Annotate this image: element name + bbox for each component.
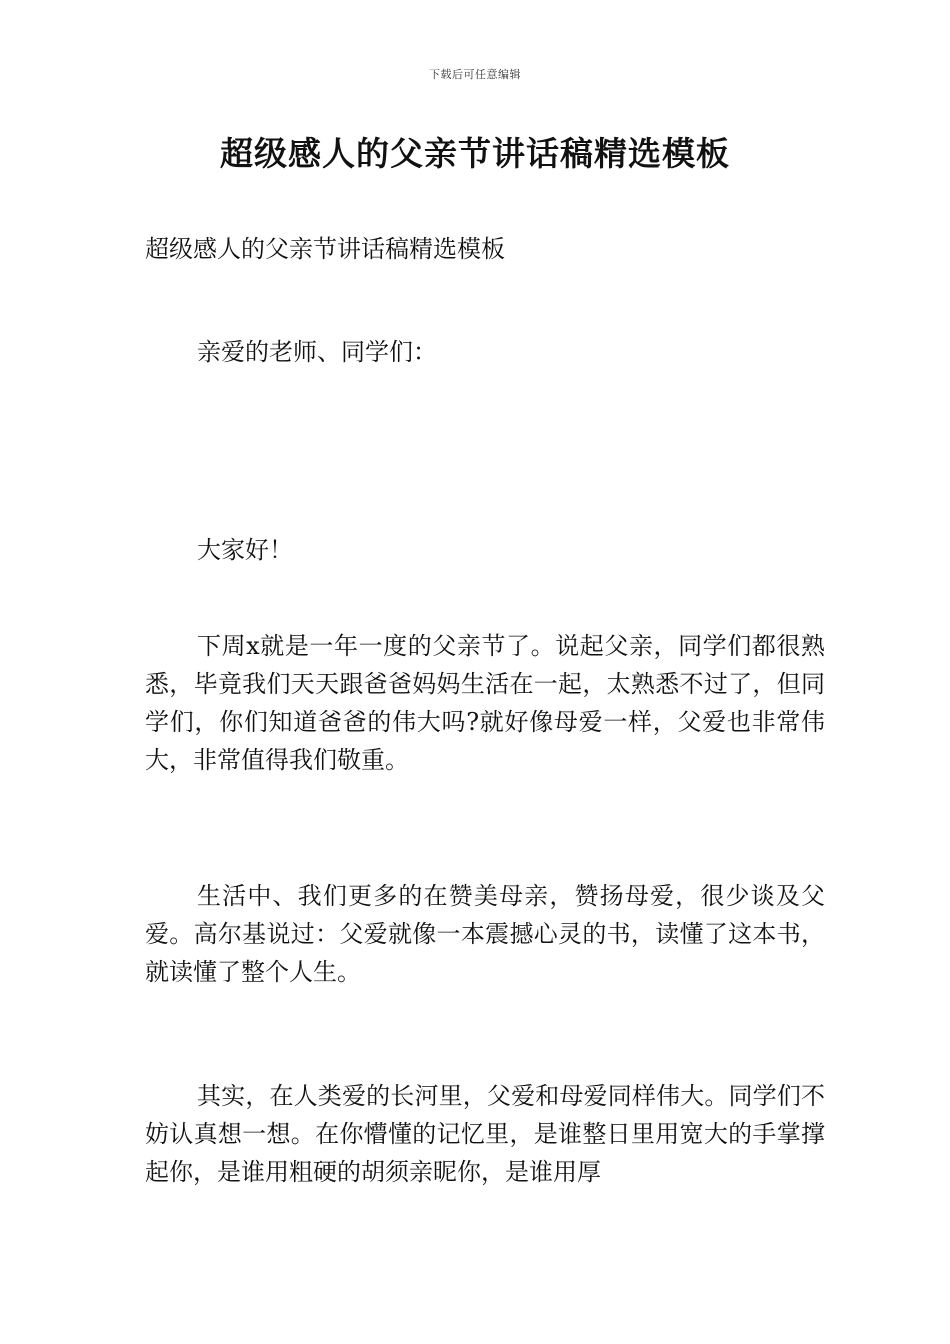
document-subtitle: 超级感人的父亲节讲话稿精选模板	[145, 235, 505, 263]
paragraph-1: 下周x就是一年一度的父亲节了。说起父亲，同学们都很熟悉，毕竟我们天天跟爸爸妈妈生活在一起，太熟悉不过了，但同学们，你们知道爸爸的伟大吗?就好像母爱一样，父爱也非常伟大，非常值得我们敬重。	[145, 632, 825, 774]
header-note: 下载后可任意编辑	[429, 68, 521, 81]
paragraph-2: 生活中、我们更多的在赞美母亲，赞扬母爱，很少谈及父爱。高尔基说过：父爱就像一本震撼心灵的书，读懂了这本书，就读懂了整个人生。	[145, 882, 825, 986]
hello-line: 大家好！	[197, 536, 293, 564]
greeting-line: 亲爱的老师、同学们：	[197, 338, 437, 366]
document-title: 超级感人的父亲节讲话稿精选模板	[220, 134, 730, 173]
paragraph-3: 其实，在人类爱的长河里，父爱和母爱同样伟大。同学们不妨认真想一想。在你懵懂的记忆里，是谁整日里用宽大的手掌撑起你，是谁用粗硬的胡须亲昵你，是谁用厚	[145, 1082, 825, 1186]
